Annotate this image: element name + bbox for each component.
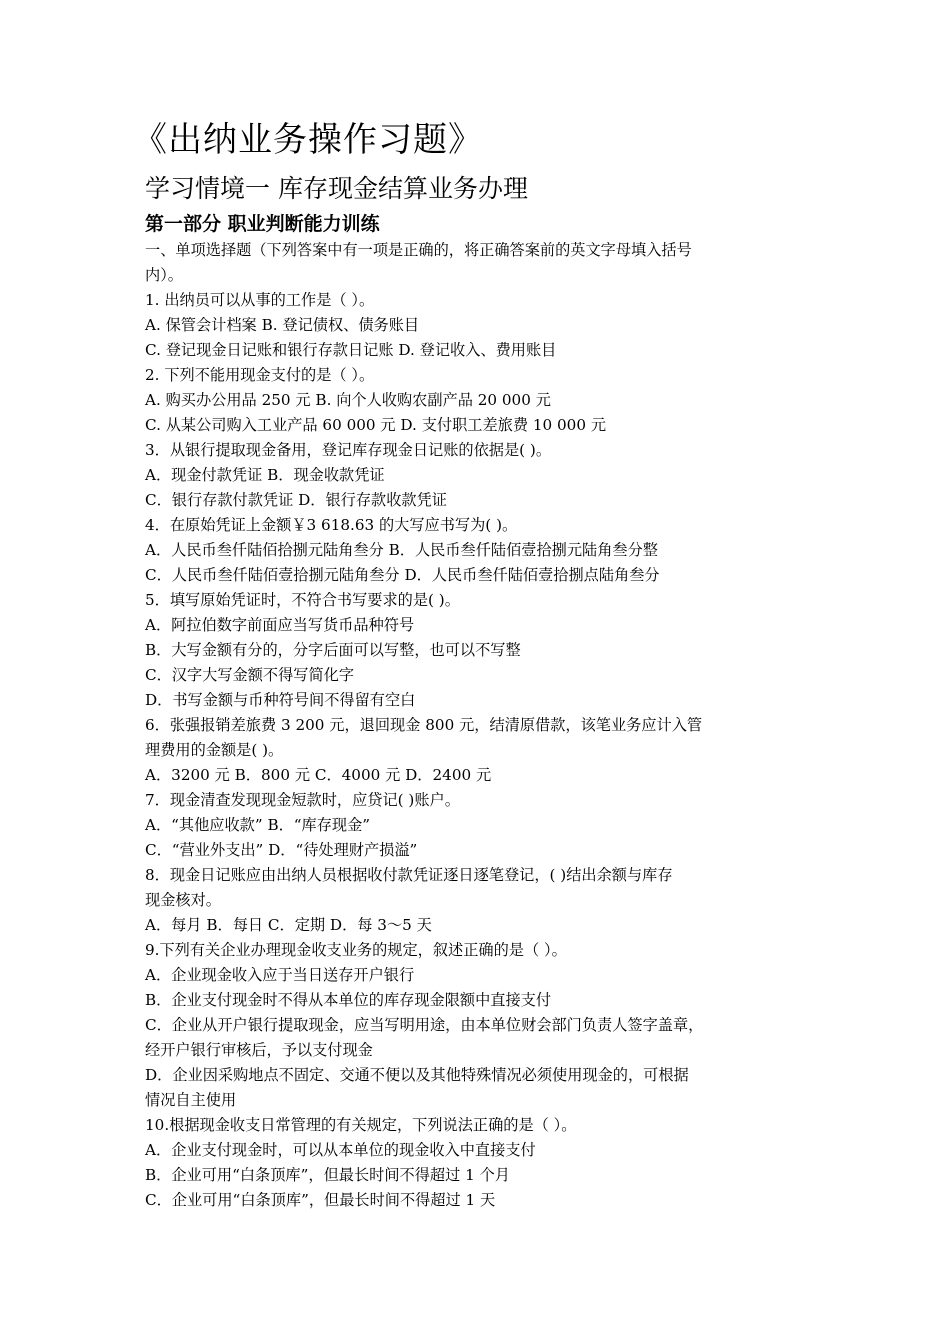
text-line: 8．现金日记账应由出纳人员根据收付款凭证逐日逐笔登记，( )结出余额与库存 xyxy=(145,866,673,884)
text-line: 3．从银行提取现金备用，登记库存现金日记账的依据是( )。 xyxy=(145,441,552,459)
text-line: C. 从某公司购入工业产品 60 000 元 D. 支付职工差旅费 10 000 元 xyxy=(145,416,607,434)
text-line: D．书写金额与币种符号间不得留有空白 xyxy=(145,691,416,709)
part-heading: 第一部分 职业判断能力训练 xyxy=(145,213,380,235)
text-line: C．汉字大写金额不得写简化字 xyxy=(145,666,355,684)
text-line: 10.根据现金收支日常管理的有关规定，下列说法正确的是（ ）。 xyxy=(145,1116,577,1134)
chapter-heading: 学习情境一 库存现金结算业务办理 xyxy=(145,174,528,203)
question-text xyxy=(145,238,765,1213)
text-line: D．企业因采购地点不固定、交通不便以及其他特殊情况必须使用现金的，可根据 xyxy=(145,1066,689,1084)
text-line: B．企业可用“白条顶库”，但最长时间不得超过 1 个月 xyxy=(145,1166,510,1184)
text-line: A．企业支付现金时，可以从本单位的现金收入中直接支付 xyxy=(145,1141,536,1159)
text-line: C. 登记现金日记账和银行存款日记账 D. 登记收入、费用账目 xyxy=(145,341,557,359)
text-line: 理费用的金额是( )。 xyxy=(145,741,284,759)
document-page xyxy=(133,118,765,1213)
text-line: A．“其他应收款” B．“库存现金” xyxy=(145,816,371,834)
text-line: C．企业可用“白条顶库”，但最长时间不得超过 1 天 xyxy=(145,1191,496,1209)
text-line: 7．现金清查发现现金短款时，应贷记( )账户。 xyxy=(145,791,460,809)
text-line: A. 购买办公用品 250 元 B. 向个人收购农副产品 20 000 元 xyxy=(145,391,551,409)
text-line: A．3200 元 B．800 元 C．4000 元 D．2400 元 xyxy=(145,766,492,784)
text-line: A．阿拉伯数字前面应当写货币品种符号 xyxy=(145,616,415,634)
text-line: B．企业支付现金时不得从本单位的库存现金限额中直接支付 xyxy=(145,991,552,1009)
text-line: B．大写金额有分的，分字后面可以写整，也可以不写整 xyxy=(145,641,521,659)
text-line: 现金核对。 xyxy=(145,891,221,909)
text-line: 5．填写原始凭证时，不符合书写要求的是( )。 xyxy=(145,591,460,609)
text-line: 内）。 xyxy=(145,266,183,284)
text-line: A．企业现金收入应于当日送存开户银行 xyxy=(145,966,415,984)
document-title: 《出纳业务操作习题》 xyxy=(133,120,483,160)
text-line: 4．在原始凭证上金额￥3 618.63 的大写应书写为( )。 xyxy=(145,516,518,534)
text-line: C．银行存款付款凭证 D．银行存款收款凭证 xyxy=(145,491,447,509)
text-line: A．人民币叁仟陆佰拾捌元陆角叁分 B．人民币叁仟陆佰壹拾捌元陆角叁分整 xyxy=(145,541,658,559)
text-line: C．企业从开户银行提取现金，应当写明用途，由本单位财会部门负责人签字盖章， xyxy=(145,1016,704,1034)
text-line: 9.下列有关企业办理现金收支业务的规定，叙述正确的是（ ）。 xyxy=(145,941,567,959)
text-line: A．每月 B．每日 C．定期 D．每 3～5 天 xyxy=(145,916,432,934)
text-line: 1. 出纳员可以从事的工作是（ ）。 xyxy=(145,291,375,309)
text-line: 一、单项选择题（下列答案中有一项是正确的，将正确答案前的英文字母填入括号 xyxy=(145,241,692,259)
text-line: 经开户银行审核后，予以支付现金 xyxy=(145,1041,373,1059)
text-line: 情况自主使用 xyxy=(145,1091,237,1109)
text-line: C．人民币叁仟陆佰壹拾捌元陆角叁分 D．人民币叁仟陆佰壹拾捌点陆角叁分 xyxy=(145,566,660,584)
text-line: 2. 下列不能用现金支付的是（ ）。 xyxy=(145,366,375,384)
text-line: 6．张强报销差旅费 3 200 元，退回现金 800 元，结清原借款，该笔业务应计入管 xyxy=(145,716,703,734)
text-line: A. 保管会计档案 B. 登记债权、债务账目 xyxy=(145,316,420,334)
text-line: C．“营业外支出” D．“待处理财产损溢” xyxy=(145,841,418,859)
text-line: A．现金付款凭证 B．现金收款凭证 xyxy=(145,466,385,484)
